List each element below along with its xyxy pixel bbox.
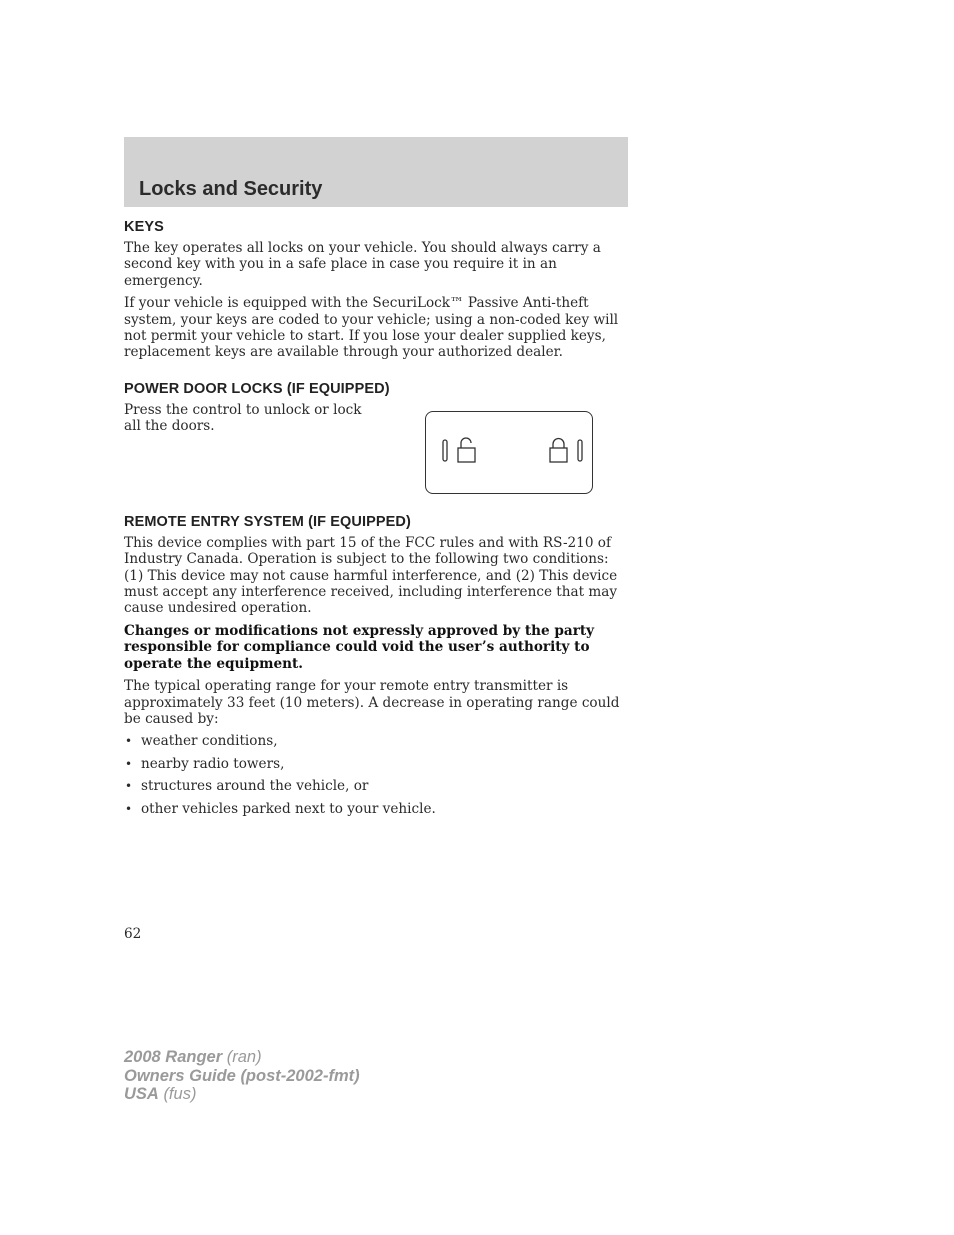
footer-guide: Owners Guide (post-2002-fmt) (124, 1066, 360, 1085)
section-title: Locks and Security (139, 178, 323, 200)
power-door-locks-row (124, 402, 624, 512)
keys-paragraph-1: The key operates all locks on your vehicle. You should always carry a second key with you in a safe place in case you require it in an emergency. (124, 240, 601, 289)
list-item: • other vehicles parked next to your vehicle. (125, 800, 436, 817)
keys-paragraph-2: If your vehicle is equipped with the SecuriLock™ Passive Anti-theft system, your keys are coded to your vehicle; using a non-coded key will not permit your vehicle to start. If you lose your dealer supplied keys, replacement keys are available through your authorized dealer. (124, 295, 619, 361)
bullet-icon: • (125, 734, 133, 749)
footer-model: 2008 Ranger (124, 1048, 223, 1066)
list-item: • nearby radio towers, (125, 755, 285, 772)
bullet-icon: • (125, 756, 133, 771)
list-item: • weather conditions, (125, 733, 278, 750)
bullet-icon: • (125, 779, 133, 794)
lock-icon (550, 438, 567, 462)
page-number: 62 (124, 926, 142, 942)
remote-entry-paragraph-1: This device complies with part 15 of the FCC rules and with RS-210 of Industry Canada. Operation is subject to the following two conditions: (1) This device may not cause harmful interference, and (2) This device must accept any interference received, including interference that may cause undesired operation. (124, 534, 618, 617)
range-factors-list (124, 733, 624, 817)
remote-entry-warning: Changes or modifications not expressly approved by the party responsible for compliance could void the user’s authority to operate the equipment. (124, 622, 595, 672)
bullet-icon: • (125, 801, 133, 816)
power-door-locks-heading: POWER DOOR LOCKS (IF EQUIPPED) (124, 380, 390, 397)
left-indicator-bar (443, 440, 447, 461)
document-footer (124, 1048, 360, 1104)
remote-entry-heading: REMOTE ENTRY SYSTEM (IF EQUIPPED) (124, 513, 411, 530)
unlock-icon (458, 438, 475, 462)
door-lock-switch-svg (426, 412, 592, 493)
power-door-locks-text: Press the control to unlock or lock all the doors. (124, 401, 362, 435)
right-indicator-bar (578, 440, 582, 461)
door-lock-switch-illustration (425, 411, 593, 494)
page-content (124, 219, 624, 823)
list-item: • structures around the vehicle, or (125, 778, 369, 795)
footer-model-code: (ran) (226, 1048, 262, 1066)
section-header-band (124, 137, 628, 207)
remote-entry-paragraph-3: The typical operating range for your remote entry transmitter is approximately 33 feet (10 meters). A decrease in operating range could be caused by: (124, 678, 620, 727)
footer-market-code: (fus) (163, 1085, 197, 1103)
footer-market: USA (124, 1085, 159, 1103)
keys-heading: KEYS (124, 219, 164, 235)
